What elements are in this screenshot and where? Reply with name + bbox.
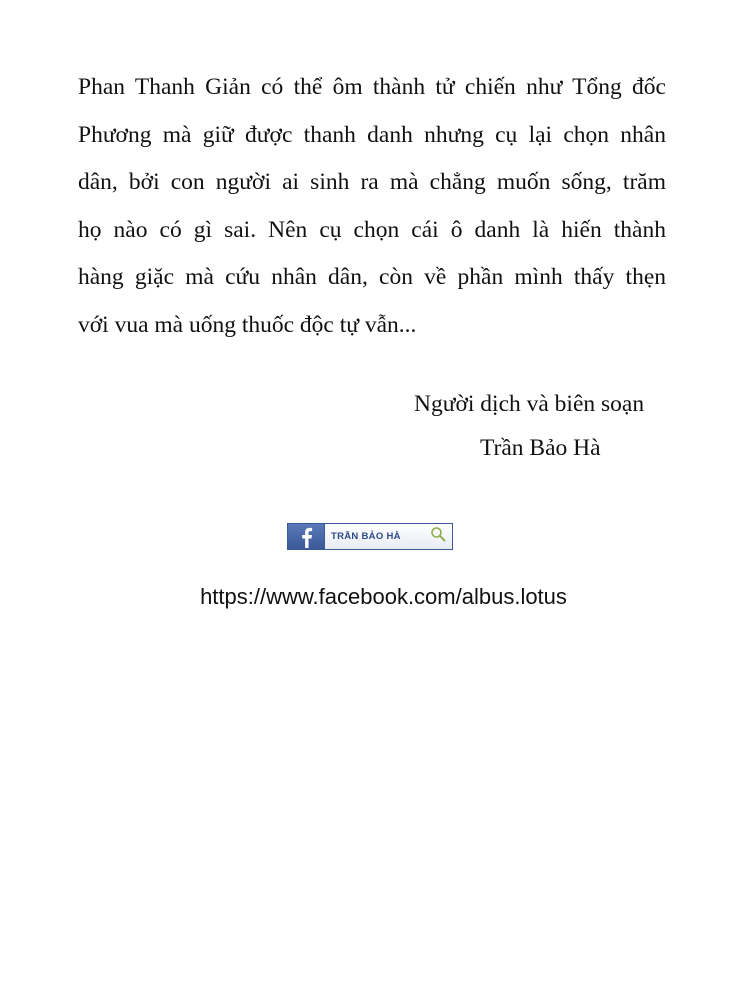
paragraph-line: họ nào có gì sai. Nên cụ chọn cái ô danh là hiến thành (78, 216, 666, 243)
paragraph-line: Phương mà giữ được thanh danh nhưng cụ lại chọn nhân (78, 121, 666, 148)
facebook-f-icon (288, 524, 324, 549)
translator-name: Trần Bảo Hà (480, 435, 601, 461)
paragraph-line: Phan Thanh Giản có thể ôm thành tử chiến như Tổng đốc (78, 74, 666, 100)
paragraph-line: với vua mà uống thuốc độc tự vẫn... (78, 311, 417, 338)
facebook-badge[interactable] (287, 523, 453, 550)
facebook-page-name: TRẦN BẢO HÀ (331, 531, 401, 542)
body-paragraph (78, 64, 666, 349)
paragraph-line: hàng giặc mà cứu nhân dân, còn về phần mình thấy thẹn (78, 264, 666, 290)
facebook-name-box (324, 524, 452, 549)
paragraph-line: dân, bởi con người ai sinh ra mà chẳng muốn sống, trăm (78, 169, 666, 195)
search-icon (430, 526, 446, 547)
translator-role: Người dịch và biên soạn (414, 391, 645, 417)
facebook-url-link[interactable]: https://www.facebook.com/albus.lotus (200, 584, 567, 609)
